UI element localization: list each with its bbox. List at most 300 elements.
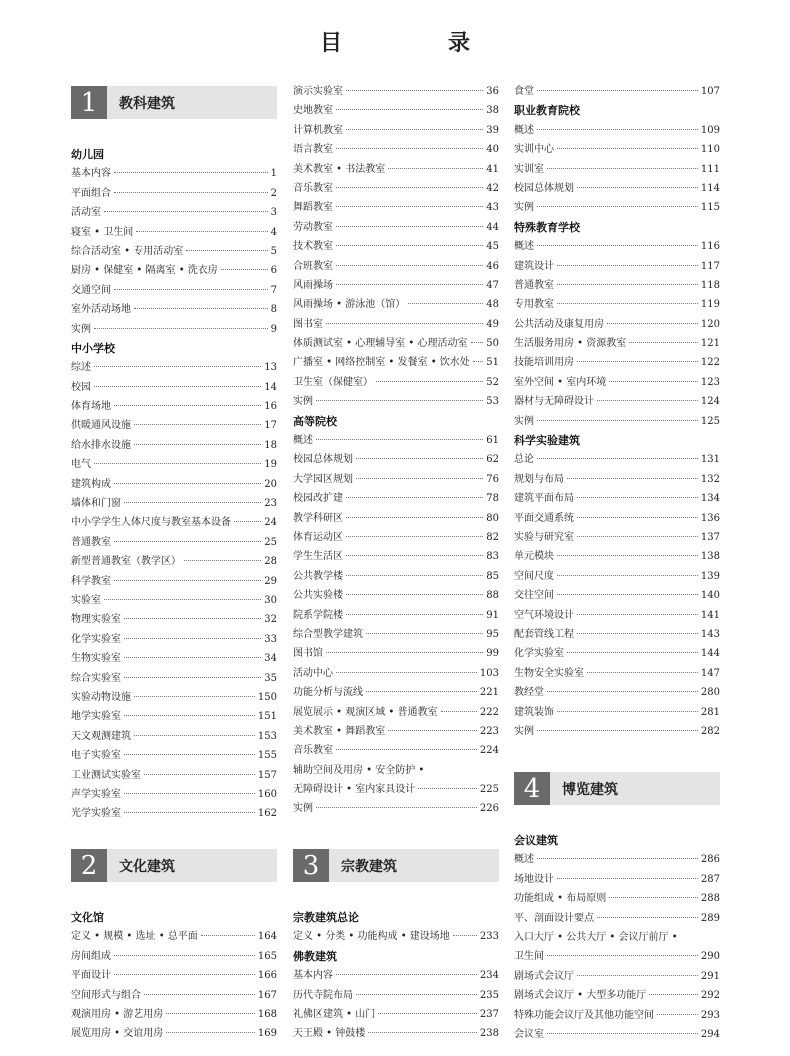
entry-label: 实例 [514,202,534,214]
entry-label: 展览展示 • 观演区域 • 普通教室 [293,706,438,718]
toc-entry [514,528,720,547]
page-number: 292 [700,990,720,1002]
toc-entry [293,547,499,566]
page-number: 30 [264,594,277,606]
toc-entry [293,489,499,508]
page-number: 3 [270,207,277,219]
entry-label: 房间组成 [71,950,111,962]
category-heading: 职业教育院校 [514,104,580,118]
page-number: 6 [270,265,277,277]
toc-entry [514,450,720,469]
toc-entry [71,966,277,985]
toc-entry [71,164,277,183]
page-number: 48 [486,299,499,311]
toc-entry [71,630,277,649]
page-number: 91 [486,609,499,621]
toc-entry [514,353,720,372]
toc-entry [293,722,499,741]
page-number: 116 [700,241,720,253]
toc-entry [71,1005,277,1024]
toc-entry [71,1024,277,1043]
entry-label: 实例 [71,323,91,335]
entry-label: 活动中心 [293,667,333,679]
page-number: 53 [486,396,499,408]
toc-column-2 [293,82,499,819]
dot-leader [557,878,698,879]
page-number: 110 [700,144,720,156]
page-number: 23 [264,498,277,510]
toc-entry [71,591,277,610]
dot-leader [124,618,261,619]
entry-label: 交通空间 [71,284,111,296]
dot-leader [336,284,483,285]
dot-leader [221,269,268,270]
dot-leader [557,148,698,149]
dot-leader [471,342,484,343]
entry-label: 交往空间 [514,590,554,602]
dot-leader [376,381,483,382]
toc-entry [71,804,277,823]
page-number: 83 [486,551,499,563]
page-number: 49 [486,318,499,330]
dot-leader [114,974,255,975]
page-number: 107 [700,86,720,97]
page-number: 155 [257,750,277,762]
entry-label: 地学实验室 [71,711,121,723]
toc-entry [71,378,277,397]
toc-column-2b [293,849,499,1044]
entry-label: 校园总体规划 [514,182,574,194]
toc-entry [71,397,277,416]
page-number: 294 [700,1028,720,1040]
page-number: 151 [257,711,277,723]
dot-leader [124,502,261,503]
dot-leader [134,735,255,736]
dot-leader [441,711,477,712]
toc-entry [293,683,499,702]
toc-entry [293,392,499,411]
page-number: 115 [700,202,720,214]
dot-leader [557,284,698,285]
toc-entry [71,947,277,966]
dot-leader [104,211,268,212]
toc-entry [514,121,720,140]
page-number: 162 [257,808,277,820]
page-number: 224 [479,745,499,757]
toc-entry [293,966,499,985]
toc-entry [71,455,277,474]
page-number: 141 [700,609,720,621]
toc-entry [293,509,499,528]
entry-label: 化学实验室 [71,633,121,645]
dot-leader [346,129,483,130]
dot-leader [124,812,255,813]
entry-label: 技能培训用房 [514,357,574,369]
dot-leader [607,323,698,324]
toc-column-1b [71,849,277,1044]
toc-entry [293,780,499,799]
page-number: 120 [700,318,720,330]
entry-label: 中小学学生人体尺度与教室基本设备 [71,517,231,529]
entry-label: 历代寺院布局 [293,989,353,1001]
toc-entry [514,489,720,508]
entry-label: 体育运动区 [293,531,343,543]
dot-leader [577,975,698,976]
entry-label: 风雨操场 • 游泳池（馆） [293,299,406,311]
dot-leader [114,483,261,484]
dot-leader [316,400,483,401]
toc-entry [514,547,720,566]
toc-entry [71,746,277,765]
entry-label: 天文观测建筑 [71,730,131,742]
entry-label: 综合实验室 [71,672,121,684]
page-number: 36 [486,86,499,97]
section-header [514,772,720,805]
dot-leader [356,478,483,479]
dot-leader [557,711,698,712]
toc-entry [514,257,720,276]
toc-entry [71,572,277,591]
entry-label: 实例 [293,803,313,815]
dot-leader [336,206,483,207]
toc-entry [293,741,499,760]
dot-leader [316,807,477,808]
dot-leader [557,575,698,576]
toc-entry [293,82,499,101]
entry-label: 实验与研究室 [514,531,574,543]
page-number: 160 [257,788,277,800]
toc-entry [71,688,277,707]
toc-entry [293,644,499,663]
page-number: 46 [486,260,499,272]
dot-leader [336,109,483,110]
entry-label: 墙体和门窗 [71,498,121,510]
dot-leader [134,308,268,309]
entry-label: 合班教室 [293,260,333,272]
page-number: 99 [486,648,499,660]
page-number: 140 [700,590,720,602]
dot-leader [577,497,698,498]
dot-leader [577,361,698,362]
page-number: 24 [264,517,277,529]
entry-label: 实例 [514,415,534,427]
dot-leader [609,381,698,382]
entry-label: 定义 • 分类 • 功能构成 • 建设场地 [293,931,450,943]
page-number: 16 [264,401,277,413]
category-heading: 会议建筑 [514,834,558,847]
entry-label: 室外活动场地 [71,304,131,316]
page-number: 138 [700,551,720,563]
dot-leader [186,250,267,251]
toc-entry [293,198,499,217]
page-number: 139 [700,570,720,582]
dot-leader [609,897,698,898]
entry-label: 空气环境设计 [514,609,574,621]
dot-leader [366,691,477,692]
page-number: 122 [700,357,720,369]
page-number: 123 [700,376,720,388]
page-number: 282 [700,725,720,737]
dot-leader [124,793,255,794]
toc-column-1 [71,86,277,824]
toc-entry [71,475,277,494]
entry-label: 概述 [514,124,534,136]
entry-label: 实例 [293,396,313,408]
page-number: 221 [479,687,499,699]
page-number: 121 [700,338,720,350]
toc-entry [293,276,499,295]
entry-label: 场地设计 [514,873,554,885]
section-header [293,849,499,882]
entry-label: 辅助空间及用房 • 安全防护 • [293,764,425,776]
toc-entry [514,334,720,353]
page-number: 134 [700,493,720,505]
entry-label: 空间尺度 [514,570,554,582]
dot-leader [356,994,477,995]
dot-leader [336,245,483,246]
entry-label: 演示实验室 [293,86,343,97]
toc-entry [514,295,720,314]
section-title: 博览建筑 [562,781,618,798]
dot-leader [388,730,477,731]
entry-label: 建筑平面布局 [514,493,574,505]
page-number: 5 [270,245,277,257]
page-number: 82 [486,531,499,543]
entry-label: 公共教学楼 [293,570,343,582]
entry-label: 教经堂 [514,687,544,699]
dot-leader [346,594,483,595]
page-number: 234 [479,970,499,982]
page-number: 118 [700,279,720,291]
entry-label: 体育场地 [71,401,111,413]
entry-label: 公共实验楼 [293,590,343,602]
page-number: 18 [264,439,277,451]
toc-entry [293,927,499,946]
toc-entry [514,683,720,702]
toc-entry [71,986,277,1005]
dot-leader [557,555,698,556]
toc-entry [293,101,499,120]
entry-label: 室外空间 • 室内环境 [514,376,607,388]
dot-leader [184,560,261,561]
toc-entry [514,664,720,683]
toc-entry [71,649,277,668]
page-number: 164 [257,931,277,943]
entry-label: 食堂 [514,86,534,97]
entry-label: 美术教室 • 书法教室 [293,163,386,175]
section-header [71,86,277,119]
entry-label: 给水排水设施 [71,439,131,451]
dot-leader [201,935,255,936]
toc-entry [514,986,720,1005]
dot-leader [114,955,255,956]
entry-label: 音乐教室 [293,745,333,757]
category-heading: 宗教建筑总论 [293,911,359,924]
toc-entry [293,334,499,353]
entry-label: 电子实验室 [71,750,121,762]
toc-entry [71,552,277,571]
page-title: 目 录 [319,31,512,56]
dot-leader [346,614,483,615]
toc-entry [293,625,499,644]
entry-label: 活动室 [71,207,101,219]
page-number: 226 [479,803,499,815]
dot-leader [94,328,268,329]
toc-entry [293,237,499,256]
toc-entry [293,528,499,547]
entry-label: 物理实验室 [71,614,121,626]
toc-entry [293,586,499,605]
dot-leader [336,187,483,188]
page-number: 125 [700,415,720,427]
toc-entry [514,509,720,528]
section-header [71,849,277,882]
dot-leader [537,129,698,130]
toc-entry [71,242,277,261]
page-number: 40 [486,144,499,156]
page-number: 20 [264,478,277,490]
dot-leader [537,458,698,459]
entry-label: 美术教室 • 舞蹈教室 [293,725,386,737]
entry-label: 卫生间 [514,951,544,963]
entry-label: 实验室 [71,594,101,606]
toc-entry [514,412,720,431]
dot-leader [336,265,483,266]
entry-label: 建筑设计 [514,260,554,272]
toc-entry [293,703,499,722]
page-number: 1 [270,168,277,180]
entry-label: 单元模块 [514,551,554,563]
dot-leader [557,303,698,304]
toc-entry [514,644,720,663]
toc-entry [71,281,277,300]
entry-label: 学生生活区 [293,551,343,563]
toc-entry [514,850,720,869]
dot-leader [346,497,483,498]
entry-label: 天王殿 • 钟鼓楼 [293,1028,366,1040]
dot-leader [104,599,261,600]
toc-entry [514,703,720,722]
page-number: 150 [257,691,277,703]
page-number: 281 [700,706,720,718]
dot-leader [346,555,483,556]
dot-leader [547,1033,698,1034]
page-number: 289 [700,912,720,924]
toc-entry [293,140,499,159]
toc-entry [293,353,499,372]
dot-leader [316,439,483,440]
entry-label: 光学实验室 [71,808,121,820]
page-number: 42 [486,182,499,194]
page-number: 61 [486,435,499,447]
toc-entry [514,373,720,392]
dot-leader [336,974,477,975]
page-number: 50 [486,338,499,350]
page-number: 225 [479,784,499,796]
toc-entry [514,947,720,966]
toc-entry [293,986,499,1005]
page-number: 111 [700,163,720,175]
entry-label: 科学教室 [71,575,111,587]
entry-label: 厨房 • 保健室 • 隔离室 • 洗衣房 [71,265,218,277]
page-number: 4 [270,226,277,238]
page-number: 290 [700,951,720,963]
page-number: 47 [486,279,499,291]
page-number: 168 [257,1008,277,1020]
page-number: 131 [700,454,720,466]
toc-entry [71,494,277,513]
dot-leader [124,657,261,658]
entry-label: 展览用房 • 交谊用房 [71,1028,164,1040]
toc-entry [71,320,277,339]
page-number: 45 [486,241,499,253]
page-number: 288 [700,893,720,905]
dot-leader [346,575,483,576]
dot-leader [326,323,483,324]
section-number: 1 [71,86,107,119]
entry-label: 教学科研区 [293,512,343,524]
entry-label: 院系学院楼 [293,609,343,621]
entry-label: 规划与布局 [514,473,564,485]
page-number: 78 [486,493,499,505]
entry-label: 劳动教室 [293,221,333,233]
entry-label: 计算机教室 [293,124,343,136]
toc-column-3 [514,82,720,741]
page-number: 33 [264,633,277,645]
entry-label: 电气 [71,459,91,471]
page-number: 103 [479,667,499,679]
section-title: 教科建筑 [119,95,175,112]
entry-label: 卫生室（保健室） [293,376,373,388]
dot-leader [336,226,483,227]
dot-leader [557,594,698,595]
dot-leader [114,192,268,193]
toc-entry [293,431,499,450]
dot-leader [144,994,255,995]
entry-label: 校园 [71,381,91,393]
toc-entry [514,237,720,256]
page-number: 287 [700,873,720,885]
dot-leader [114,289,268,290]
dot-leader [649,994,698,995]
entry-label: 概述 [514,854,534,866]
toc-entry [293,1024,499,1043]
page-number: 95 [486,628,499,640]
page-number: 291 [700,970,720,982]
dot-leader [453,935,477,936]
entry-label: 技术教室 [293,241,333,253]
dot-leader [134,444,261,445]
section-number: 3 [293,849,329,882]
toc-entry [71,727,277,746]
dot-leader [577,536,698,537]
entry-label: 公共活动及康复用房 [514,318,604,330]
page-number: 286 [700,854,720,866]
toc-entry [514,470,720,489]
category-heading: 科学实验建筑 [514,434,580,448]
page-number: 165 [257,950,277,962]
page-number: 39 [486,124,499,136]
toc-entry [293,218,499,237]
toc-entry [71,261,277,280]
toc-entry [71,436,277,455]
toc-entry [71,669,277,688]
entry-label: 普通教室 [71,536,111,548]
dot-leader [336,148,483,149]
dot-leader [537,90,698,91]
page-number: 19 [264,459,277,471]
category-heading: 佛教建筑 [293,949,337,963]
